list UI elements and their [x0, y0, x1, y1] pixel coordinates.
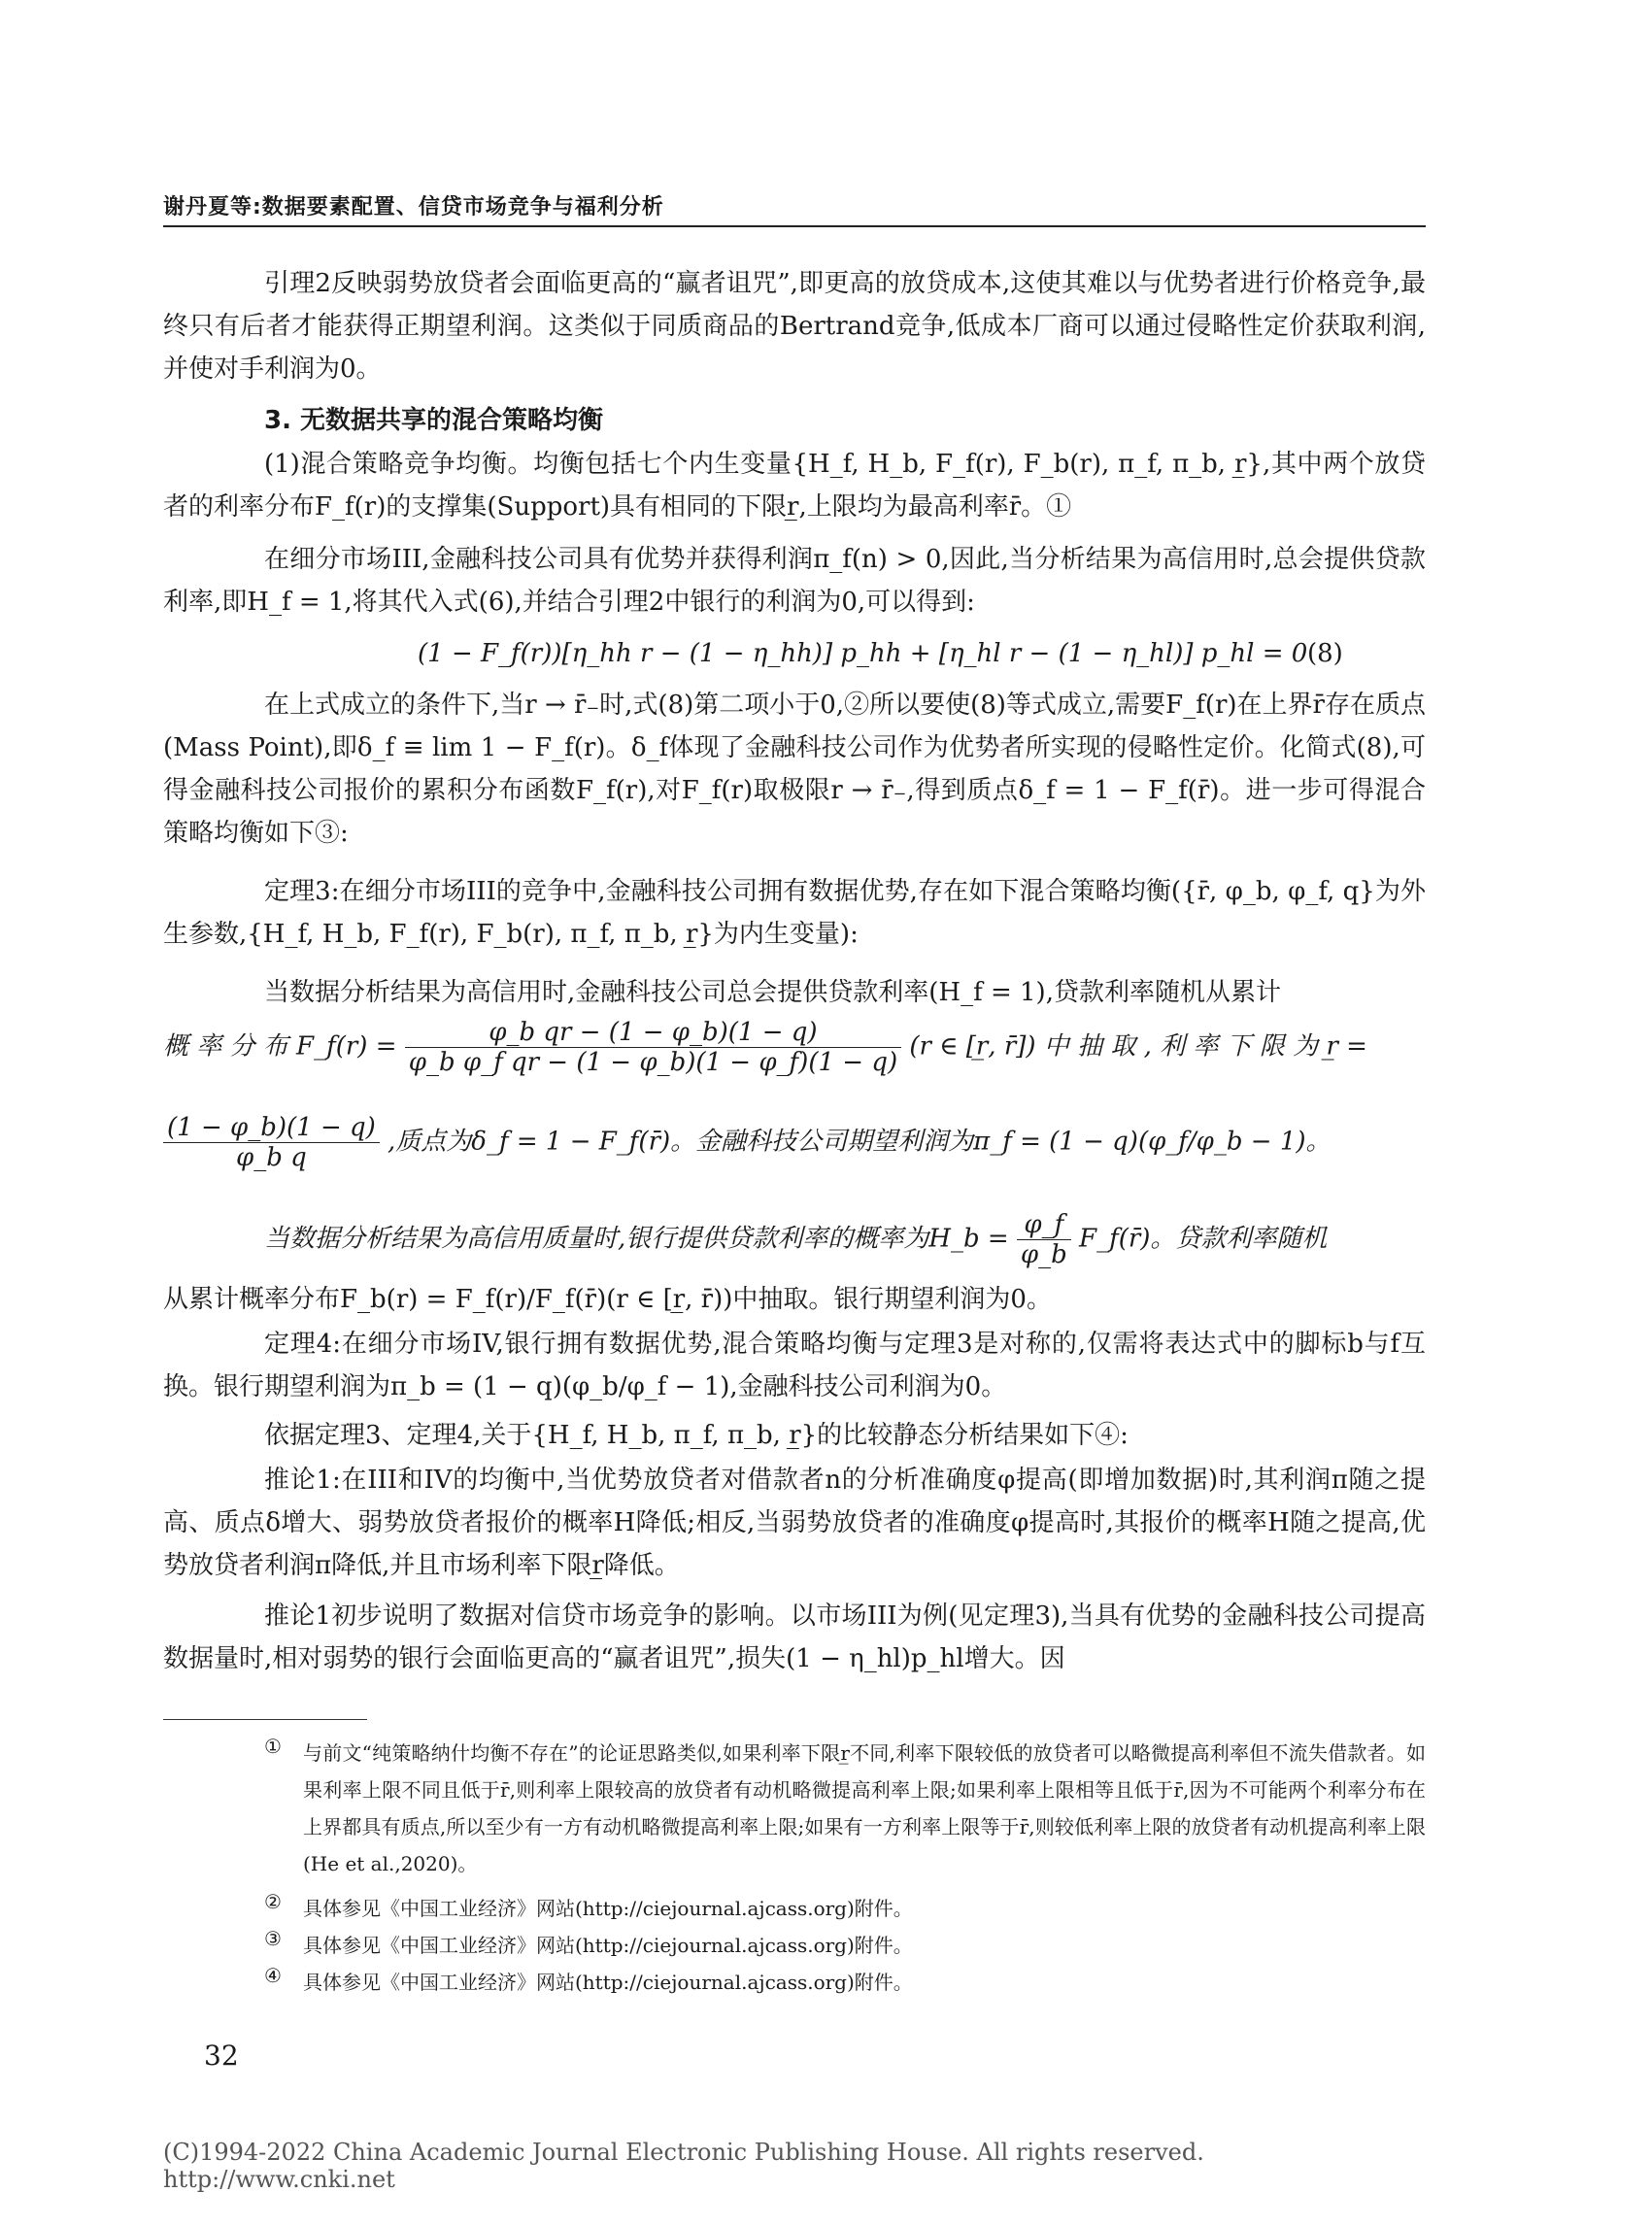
fraction-probability — [1017, 1210, 1071, 1269]
footnote-mark: ① — [264, 1735, 282, 1758]
theorem-4: 定理4:在细分市场IV,银行拥有数据优势,混合策略均衡与定理3是对称的,仅需将表达式中的脚标b与f互换。银行期望利润为π_b = (1 − q)(φ_b/φ_f − 1),金融科技公司利润为0。 — [163, 1330, 1426, 1401]
fraction-distribution — [405, 1018, 901, 1077]
formula-suffix: F_f(r̄)。贷款利率随机 — [1079, 1224, 1328, 1254]
equation-number: (8) — [1307, 639, 1343, 668]
footnote-mark: ② — [264, 1890, 282, 1913]
section-title: 3. 无数据共享的混合策略均衡 — [264, 406, 604, 435]
theorem-3: 定理3:在细分市场III的竞争中,金融科技公司拥有数据优势,存在如下混合策略均衡({r̄, φ_b, φ_f, q}为外生参数,{H_f, H_b, F_f(r), F_b(r), π_f, π_b, r̲}为内生变量): — [163, 877, 1426, 949]
paragraph-equilibrium: (1)混合策略竞争均衡。均衡包括七个内生变量{H_f, H_b, F_f(r), F_b(r), π_f, π_b, r̲},其中两个放贷者的利率分布F_f(r)的支撑集(Support)具有相同的下限r̲,上限均为最高利率r̄。① — [163, 450, 1426, 522]
paragraph-bank-distribution: 从累计概率分布F_b(r) = F_f(r)/F_f(r̄)(r ∈ [r̲, r̄))中抽取。银行期望利润为0。 — [163, 1285, 1052, 1314]
copyright-notice: (C)1994-2022 China Academic Journal Electronic Publishing House. All rights reserved. http://www.cnki.net — [163, 2139, 1204, 2193]
paragraph-lemma2: 引理2反映弱势放贷者会面临更高的“赢者诅咒”,即更高的放贷成本,这使其难以与优势者进行价格竞争,最终只有后者才能获得正期望利润。这类似于同质商品的Bertrand竞争,低成本厂商可以通过侵略性定价获取利润,并使对手利润为0。 — [163, 269, 1426, 384]
formula-prefix: 当数据分析结果为高信用质量时,银行提供贷款利率的概率为H_b = — [264, 1224, 1009, 1254]
distribution-formula — [163, 1018, 1367, 1077]
fraction-numerator: (1 − φ_b)(1 − q) — [163, 1113, 380, 1143]
paragraph-corollary-explanation: 推论1初步说明了数据对信贷市场竞争的影响。以市场III为例(见定理3),当具有优势的金融科技公司提高数据量时,相对弱势的银行会面临更高的“赢者诅咒”,损失(1 − η_hl)p_hl增大。因 — [163, 1602, 1426, 1673]
paragraph-comparative-statics: 依据定理3、定理4,关于{H_f, H_b, π_f, π_b, r̲}的比较静态分析结果如下④: — [264, 1421, 1129, 1450]
footnote-text: 具体参见《中国工业经济》网站(http://ciejournal.ajcass.org)附件。 — [303, 1897, 913, 1920]
footnote-mark: ④ — [264, 1964, 282, 1987]
page-number: 32 — [204, 2040, 239, 2072]
corollary-1: 推论1:在III和IV的均衡中,当优势放贷者对借款者n的分析准确度φ提高(即增加数据)时,其利润π随之提高、质点δ增大、弱势放贷者报价的概率H降低;相反,当弱势放贷者的准确度φ提高时,其报价的概率H随之提高,优势放贷者利润π降低,并且市场利率下限r̲降低。 — [163, 1466, 1426, 1580]
paragraph-high-credit-line1: 当数据分析结果为高信用时,金融科技公司总会提供贷款利率(H_f = 1),贷款利率随机从累计 — [264, 978, 1281, 1007]
paragraph-market-iii: 在细分市场III,金融科技公司具有优势并获得利润π_f(n) > 0,因此,当分析结果为高信用时,总会提供贷款利率,即H_f = 1,将其代入式(6),并结合引理2中银行的利润为0,可以得到: — [163, 545, 1426, 617]
equation-8: (1 − F_f(r))[η_hh r − (1 − η_hh)] p_hh + [η_hl r − (1 − η_hl)] p_hl = 0 — [418, 639, 1308, 668]
formula-suffix: (r ∈ [r̲, r̄]) 中 抽 取 , 利 率 下 限 为 r̲ = — [909, 1031, 1367, 1062]
fraction-denominator: φ_b — [1020, 1240, 1067, 1269]
fraction-denominator: φ_b q — [236, 1143, 307, 1172]
footnote-rule — [163, 1719, 367, 1720]
fraction-lower-bound — [163, 1113, 380, 1172]
bank-probability-formula — [264, 1210, 1327, 1269]
lower-bound-formula — [163, 1113, 1332, 1172]
footnote-text: 具体参见《中国工业经济》网站(http://ciejournal.ajcass.org)附件。 — [303, 1934, 913, 1957]
fraction-denominator: φ_b φ_f qr − (1 − φ_b)(1 − φ_f)(1 − q) — [408, 1048, 898, 1077]
fraction-numerator: φ_f — [1017, 1210, 1071, 1240]
fraction-numerator: φ_b qr − (1 − φ_b)(1 − q) — [405, 1018, 901, 1048]
footnote-text: 具体参见《中国工业经济》网站(http://ciejournal.ajcass.org)附件。 — [303, 1971, 913, 1994]
paragraph-mass-point: 在上式成立的条件下,当r → r̄₋时,式(8)第二项小于0,②所以要使(8)等式成立,需要F_f(r)在上界r̄存在质点(Mass Point),即δ_f ≡ lim 1 − F_f(r)。δ_f体现了金融科技公司作为优势者所实现的侵略性定价。化简式(8),可得金融科技公司报价的累积分布函数F_f(r),对F_f(r)取极限r → r̄₋,得到质点δ_f = 1 − F_f(r̄)。进一步可得混合策略均衡如下③: — [163, 691, 1426, 848]
formula-tail: ,质点为δ_f = 1 − F_f(r̄)。金融科技公司期望利润为π_f = (1 − q)(φ_f/φ_b − 1)。 — [388, 1127, 1332, 1157]
header-rule — [163, 225, 1426, 227]
running-header: 谢丹夏等:数据要素配置、信贷市场竞争与福利分析 — [163, 195, 664, 219]
footnote-text: 与前文“纯策略纳什均衡不存在”的论证思路类似,如果利率下限r̲不同,利率下限较低的放贷者可以略微提高利率但不流失借款者。如果利率上限不同且低于r̄,则利率上限较高的放贷者有动机略微提高利率上限;如果利率上限相等且低于r̄,因为不可能两个利率分布在上界都具有质点,所以至少有一方有动机略微提高利率上限;如果有一方利率上限等于r̄,则较低利率上限的放贷者有动机提高利率上限(He et al.,2020)。 — [303, 1741, 1426, 1875]
footnote-mark: ③ — [264, 1927, 282, 1950]
formula-prefix: 概 率 分 布 F_f(r) = — [163, 1031, 397, 1062]
